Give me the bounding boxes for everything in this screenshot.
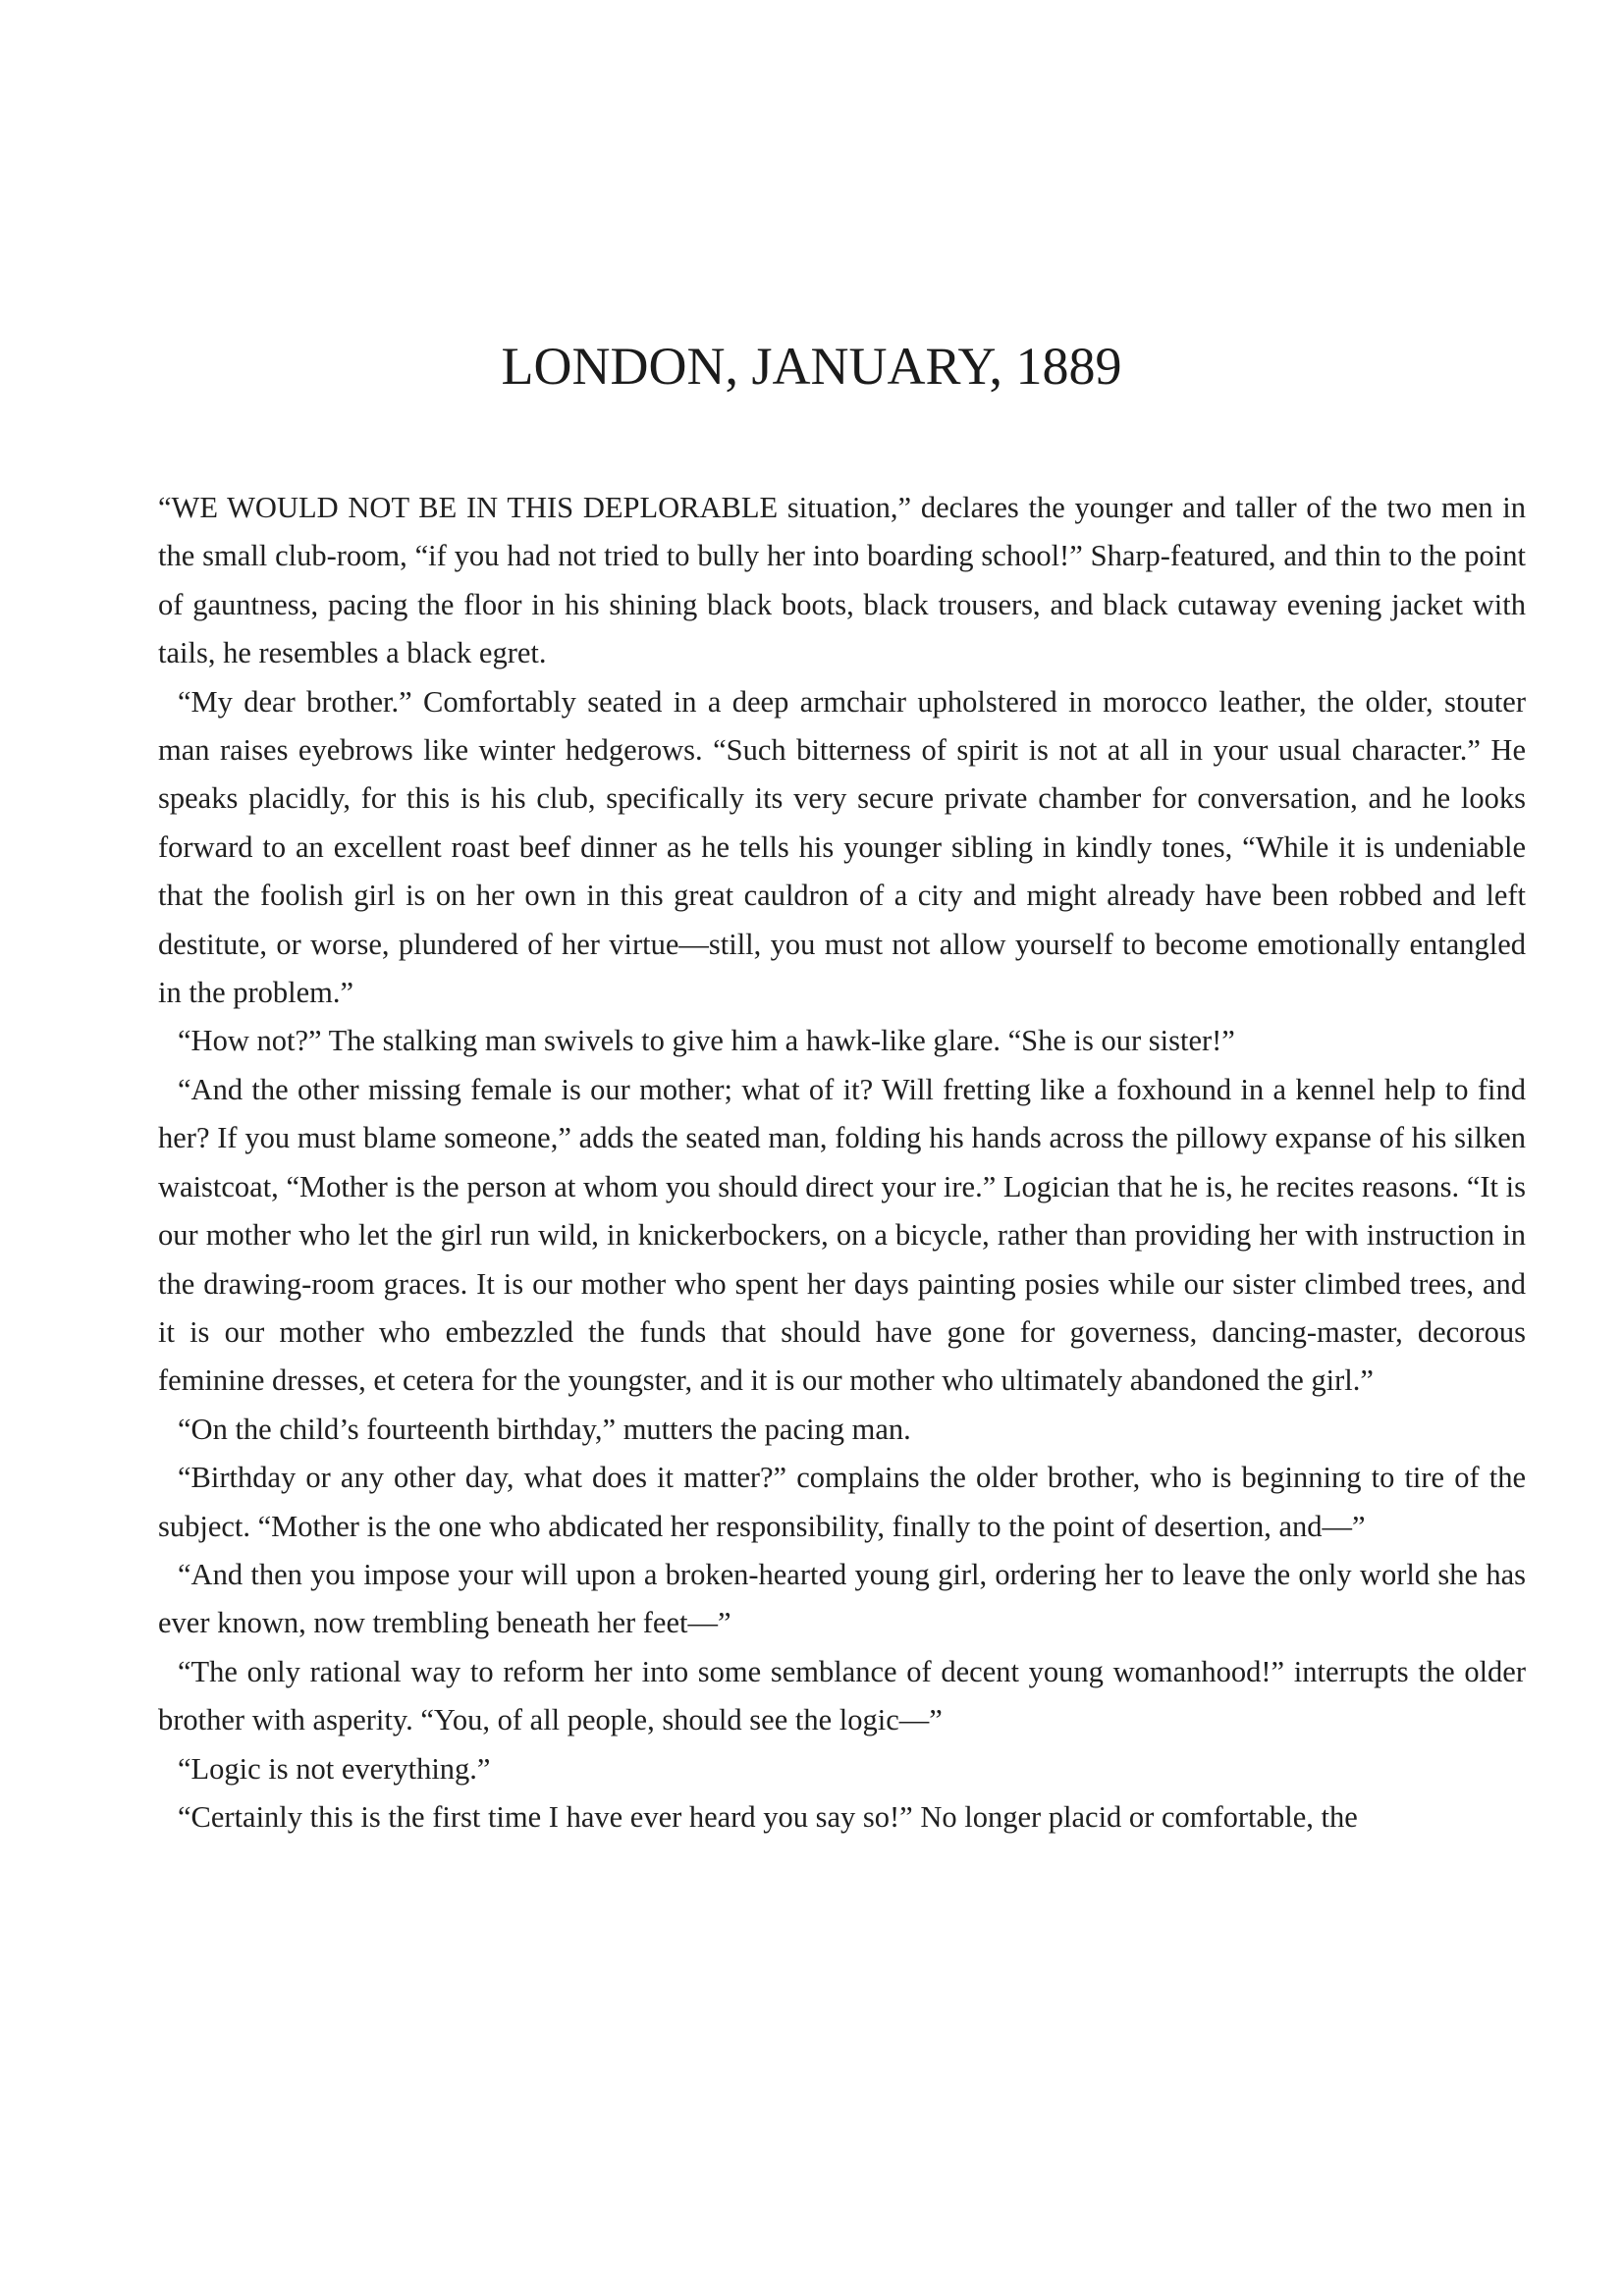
body-text	[158, 484, 1526, 1842]
paragraph: “Birthday or any other day, what does it matter?” complains the older brother, who is beginning to tire of the subject. “Mother is the one who abdicated her responsibility, finally to the point of desertion, and—”	[158, 1461, 1526, 1543]
paragraph: “My dear brother.” Comfortably seated in a deep armchair upholstered in morocco leather, the older, stouter man raises eyebrows like winter hedgerows. “Such bitterness of spirit is not at all in your usual character.” He speaks placidly, for this is his club, specifically its very secure private chamber for conversation, and he looks forward to an excellent roast beef dinner as he tells his younger sibling in kindly tones, “While it is undeniable that the foolish girl is on her own in this great cauldron of a city and might already have been robbed and left destitute, or worse, plundered of her virtue—still, you must not allow yourself to become emotionally entangled in the problem.”	[158, 684, 1526, 1010]
paragraph: “And the other missing female is our mother; what of it? Will fretting like a foxhound in a kennel help to find her? If you must blame someone,” adds the seated man, folding his hands across the pillowy expanse of his silken waistcoat, “Mother is the person at whom you should direct your ire.” Logician that he is, he recites reasons. “It is our mother who let the girl run wild, in knickerbockers, on a bicycle, rather than providing her with instruction in the drawing-room graces. It is our mother who spent her days painting posies while our sister climbed trees, and it is our mother who embezzled the funds that should have gone for governess, dancing-master, decorous feminine dresses, et cetera for the youngster, and it is our mother who ultimately abandoned the girl.”	[158, 1072, 1526, 1398]
paragraph: “Logic is not everything.”	[178, 1751, 491, 1786]
chapter-heading: LONDON, JANUARY, 1889	[501, 337, 1122, 396]
paragraph: “How not?” The stalking man swivels to give him a hawk-like glare. “She is our sister!”	[178, 1024, 1235, 1058]
paragraph: “Certainly this is the first time I have ever heard you say so!” No longer placid or comfortable, the	[178, 1799, 1358, 1834]
paragraph: “WE WOULD NOT BE IN THIS DEPLORABLE situation,” declares the younger and taller of the two men in the small club-room, “if you had not tried to bully her into boarding school!” Sharp-featured, and thin to the point of gauntness, pacing the floor in his shining black boots, black trousers, and black cutaway evening jacket with tails, he resembles a black egret.	[158, 491, 1526, 670]
paragraph: “On the child’s fourteenth birthday,” mutters the pacing man.	[178, 1412, 911, 1446]
paragraph: “And then you impose your will upon a broken-hearted young girl, ordering her to leave the only world she has ever known, now trembling beneath her feet—”	[158, 1557, 1526, 1640]
paragraph: “The only rational way to reform her into some semblance of decent young womanhood!” interrupts the older brother with asperity. “You, of all people, should see the logic—”	[158, 1654, 1526, 1737]
